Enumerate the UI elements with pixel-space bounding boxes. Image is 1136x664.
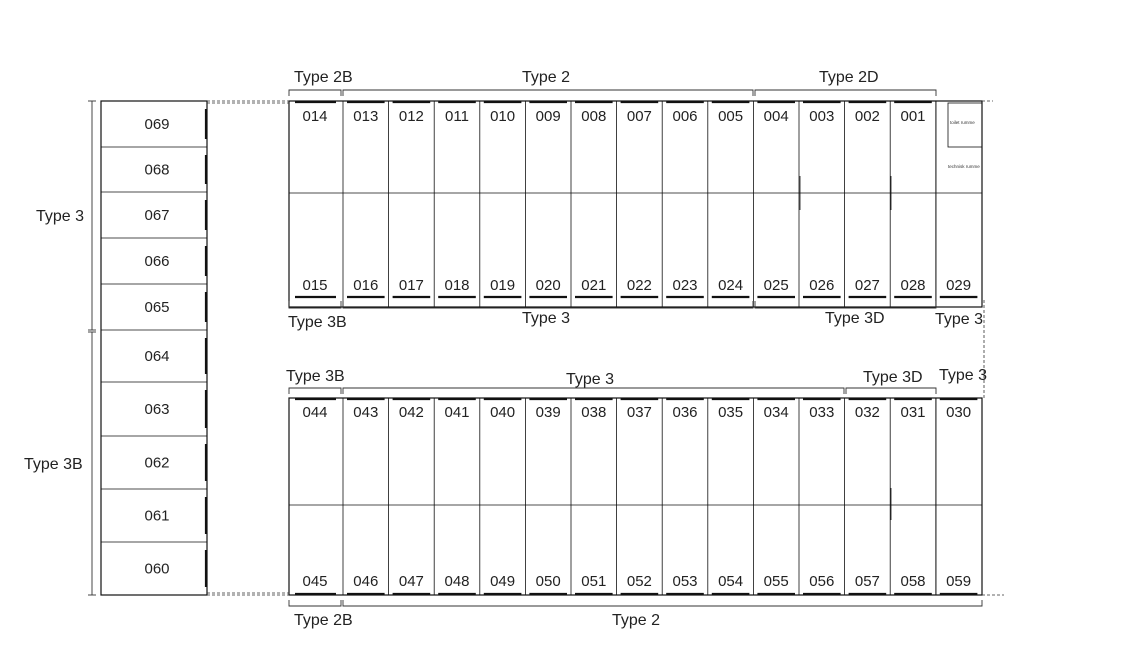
- type-label-a-top-2b: Type 2B: [294, 69, 353, 86]
- technical-room-label: technisk rumme: [948, 164, 980, 169]
- unit-label: 055: [763, 573, 789, 590]
- unit-label: 013: [353, 108, 379, 125]
- unit-label: 058: [900, 573, 926, 590]
- unit-label: 030: [946, 404, 972, 421]
- type-label-left-3: Type 3: [36, 208, 85, 225]
- unit-label: 025: [763, 277, 789, 294]
- type-label-a-bottom-3b: Type 3B: [288, 314, 347, 331]
- unit-label: 049: [490, 573, 516, 590]
- unit-label: 010: [490, 108, 516, 125]
- unit-label: 040: [490, 404, 516, 421]
- unit-label: 026: [809, 277, 835, 294]
- unit-label: 064: [144, 348, 170, 365]
- unit-label: 008: [581, 108, 607, 125]
- unit-label: 048: [444, 573, 470, 590]
- unit-label: 035: [718, 404, 744, 421]
- unit-label: 043: [353, 404, 379, 421]
- unit-label: 063: [144, 401, 170, 418]
- unit-label: 053: [672, 573, 698, 590]
- unit-label: 029: [946, 277, 972, 294]
- unit-label: 012: [398, 108, 424, 125]
- unit-label: 032: [854, 404, 880, 421]
- type-label-b-top-3-end: Type 3: [939, 367, 988, 384]
- type-label-b-top-3d: Type 3D: [863, 369, 923, 386]
- unit-label: 062: [144, 454, 170, 472]
- unit-label: 007: [626, 108, 652, 125]
- block-b: [289, 398, 982, 595]
- unit-label: 001: [900, 108, 926, 125]
- unit-label: 003: [809, 108, 835, 125]
- unit-label: 065: [144, 299, 170, 316]
- unit-label: 020: [535, 277, 561, 294]
- unit-label: 006: [672, 108, 698, 125]
- unit-label: 018: [444, 277, 470, 294]
- unit-labels: [144, 108, 971, 590]
- unit-label: 067: [144, 207, 170, 224]
- unit-label: 039: [535, 404, 561, 421]
- unit-label: 034: [763, 404, 789, 421]
- unit-label: 011: [445, 108, 469, 125]
- unit-label: 037: [626, 404, 652, 421]
- unit-label: 068: [144, 161, 170, 179]
- unit-label: 016: [353, 277, 379, 294]
- unit-label: 045: [302, 573, 328, 590]
- unit-label: 052: [626, 573, 652, 590]
- unit-label: 051: [581, 573, 607, 590]
- unit-label: 005: [718, 108, 744, 125]
- unit-label: 054: [718, 573, 744, 590]
- unit-label: 056: [809, 573, 835, 590]
- unit-label: 004: [763, 108, 789, 125]
- unit-label: 009: [535, 108, 561, 125]
- unit-label: 069: [144, 116, 170, 133]
- unit-label: 017: [398, 277, 424, 294]
- unit-label: 042: [398, 404, 424, 421]
- type-label-a-top-2: Type 2: [522, 69, 571, 86]
- unit-label: 024: [718, 277, 744, 294]
- unit-label: 044: [302, 404, 328, 421]
- toilet-room-label: toilet rumme: [950, 120, 975, 125]
- unit-label: 031: [900, 404, 926, 421]
- type-label-left-3b: Type 3B: [24, 456, 83, 473]
- unit-label: 015: [302, 277, 328, 294]
- unit-label: 033: [809, 404, 835, 421]
- type-label-a-bottom-3: Type 3: [522, 310, 571, 327]
- unit-label: 027: [854, 277, 880, 294]
- type-label-a-bottom-3d: Type 3D: [825, 310, 885, 327]
- unit-label: 036: [672, 404, 698, 421]
- unit-label: 019: [490, 277, 516, 294]
- type-label-b-bottom-2: Type 2: [612, 612, 661, 629]
- unit-label: 047: [398, 573, 424, 590]
- unit-label: 038: [581, 404, 607, 421]
- type-label-a-top-2d: Type 2D: [819, 69, 879, 86]
- unit-label: 022: [626, 277, 652, 294]
- unit-label: 046: [353, 573, 379, 590]
- type-label-b-top-3: Type 3: [566, 371, 615, 388]
- unit-label: 041: [444, 404, 470, 421]
- type-range-brackets: [289, 90, 982, 606]
- unit-label: 002: [854, 108, 880, 125]
- type-label-b-bottom-2b: Type 2B: [294, 612, 353, 629]
- unit-label: 057: [854, 573, 880, 590]
- unit-label: 021: [581, 277, 607, 294]
- unit-label: 028: [900, 277, 926, 294]
- unit-label: 059: [946, 573, 972, 590]
- type-label-a-bottom-3-end: Type 3: [935, 311, 984, 328]
- unit-label: 050: [535, 573, 561, 590]
- type-label-b-top-3b: Type 3B: [286, 368, 345, 385]
- unit-label: 066: [144, 253, 170, 270]
- left-column: [88, 101, 1004, 595]
- unit-label: 061: [144, 507, 170, 525]
- unit-label: 023: [672, 277, 698, 294]
- unit-label: 060: [144, 560, 170, 578]
- unit-label: 014: [302, 108, 328, 125]
